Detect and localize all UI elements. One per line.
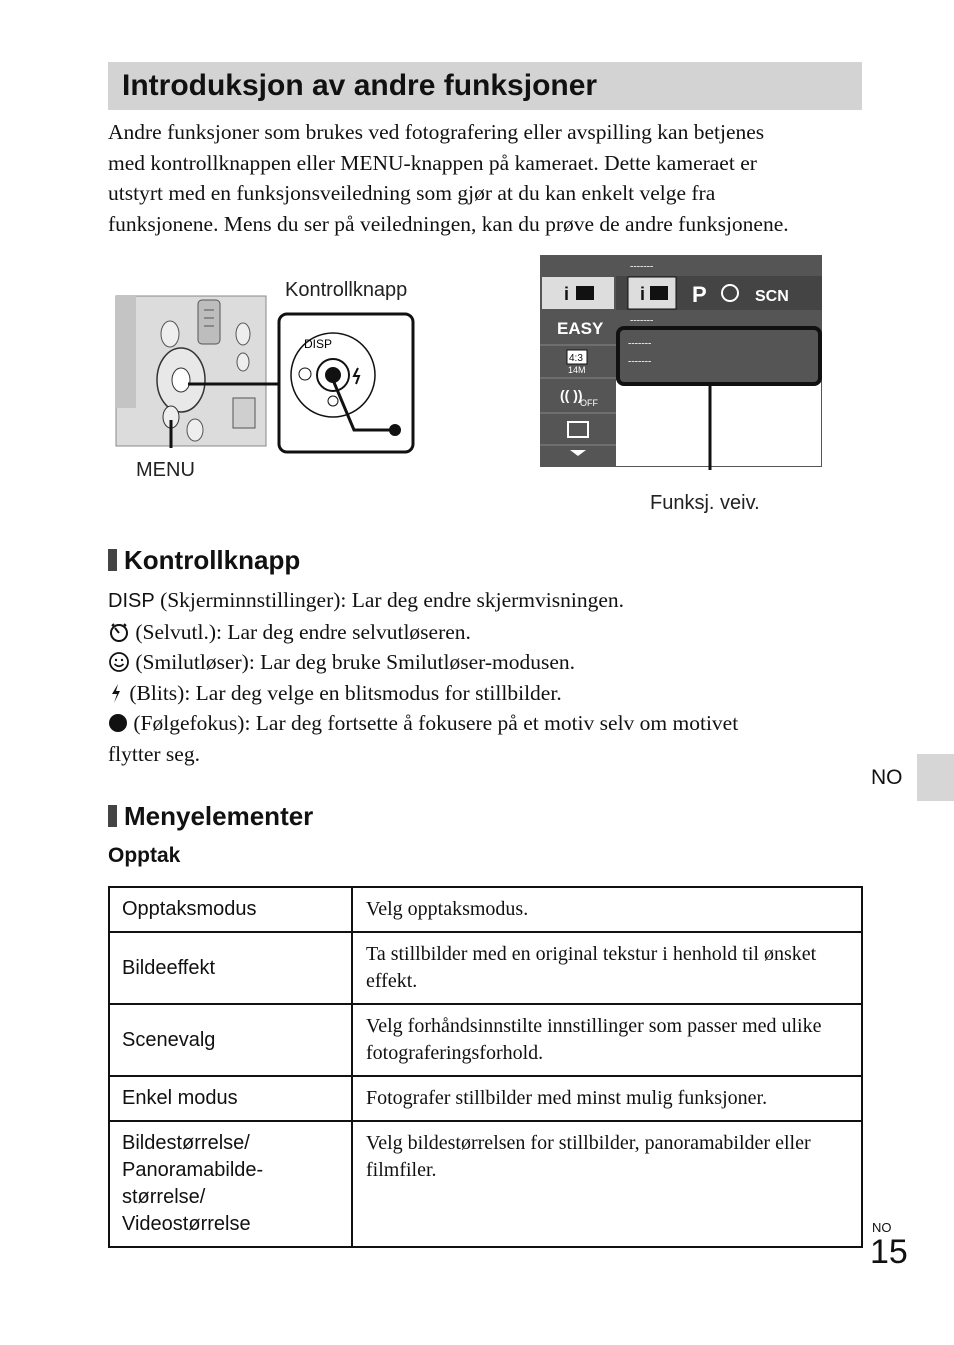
smile-text: (Smilutløser): Lar deg bruke Smilutløser-modusen.	[130, 650, 576, 674]
screen-off: OFF	[580, 398, 598, 408]
smile-shutter-icon	[108, 651, 130, 673]
screen-ratio: 4:3	[569, 353, 583, 364]
row-name: Bildeeffekt	[109, 932, 352, 1004]
screen-p: P	[692, 282, 707, 307]
table-row	[109, 932, 862, 1004]
disp-text: (Skjerminnstillinger): Lar deg endre skjermvisningen.	[154, 588, 624, 612]
table-row	[109, 887, 862, 932]
row-desc: Velg forhåndsinnstilte innstillinger som passer med ulike fotograferingsforhold.	[352, 1004, 862, 1076]
item-tracking	[108, 708, 868, 739]
intro-line: Andre funksjoner som brukes ved fotografering eller avspilling kan betjenes	[108, 120, 765, 144]
section-heading-text: Kontrollknapp	[124, 545, 301, 575]
side-tab-marker	[917, 754, 954, 801]
intro-line: med kontrollknappen eller MENU-knappen på kameraet. Dette kameraet er	[108, 150, 757, 175]
intro-paragraph	[108, 117, 868, 239]
svg-text:-------: -------	[628, 356, 652, 367]
row-desc: Fotografer stillbilder med minst mulig funksjoner.	[352, 1076, 862, 1121]
table-row	[109, 1004, 862, 1076]
dial-disp-label: DISP	[304, 337, 333, 351]
table-row	[109, 1121, 862, 1247]
row-name	[109, 1121, 352, 1247]
section-heading-text: Menyelementer	[124, 801, 314, 831]
control-descriptions	[108, 585, 868, 769]
intro-line: funksjonene. Mens du ser på veiledningen, kan du prøve de andre funksjonene.	[108, 211, 789, 236]
flash-icon	[108, 682, 124, 704]
row-name-line: Videostørrelse	[122, 1213, 251, 1235]
item-flash	[108, 678, 868, 709]
svg-text:(( )): (( ))	[560, 387, 583, 403]
row-name: Scenevalg	[109, 1004, 352, 1076]
item-disp	[108, 585, 868, 617]
disp-key: DISP	[108, 590, 155, 612]
row-desc: Ta stillbilder med en original tekstur i henhold til ønsket effekt.	[352, 932, 862, 1004]
heading-marker	[108, 805, 117, 827]
item-smile	[108, 647, 868, 678]
self-timer-text: (Selvutl.): Lar deg endre selvutløseren.	[130, 619, 471, 644]
svg-text:i: i	[564, 284, 570, 304]
section-heading-control	[108, 545, 300, 576]
screen-figure	[540, 255, 825, 470]
page-number: 15	[870, 1233, 908, 1271]
label-control: Kontrollknapp	[285, 279, 408, 301]
screen-scn: SCN	[755, 288, 789, 305]
side-tab-label: NO	[871, 766, 903, 789]
svg-text:-------: -------	[630, 315, 654, 326]
menu-items-table	[108, 886, 863, 1248]
row-desc: Velg bildestørrelsen for stillbilder, panoramabilder eller filmfiler.	[352, 1121, 862, 1247]
section-heading-menu	[108, 801, 313, 832]
flash-text: (Blits): Lar deg velge en blitsmodus for stillbilder.	[124, 680, 562, 705]
subheading-opptak: Opptak	[108, 844, 181, 867]
tracking-text-cont: flytter seg.	[108, 741, 200, 766]
table-row	[109, 1076, 862, 1121]
screen-easy: EASY	[557, 319, 604, 338]
row-name-line: Bildestørrelse/	[122, 1132, 250, 1154]
svg-text:i: i	[640, 284, 646, 304]
page-lang: NO	[872, 1220, 892, 1235]
self-timer-icon	[108, 621, 130, 643]
row-name: Enkel modus	[109, 1076, 352, 1121]
svg-text:-------: -------	[628, 338, 652, 349]
label-guide: Funksj. veiv.	[650, 492, 760, 514]
intro-line: utstyrt med en funksjonsveiledning som gjør at du kan enkelt velge fra	[108, 181, 716, 205]
row-desc: Velg opptaksmodus.	[352, 887, 862, 932]
row-name: Opptaksmodus	[109, 887, 352, 932]
svg-text:-------: -------	[630, 261, 654, 272]
label-menu: MENU	[136, 459, 195, 481]
row-name-line: Panoramabilde-	[122, 1159, 264, 1181]
tracking-focus-icon	[108, 712, 128, 734]
tracking-text: (Følgefokus): Lar deg fortsette å fokusere på et motiv selv om motivet	[128, 711, 739, 735]
page-title: Introduksjon av andre funksjoner	[122, 69, 598, 102]
item-self-timer	[108, 617, 868, 648]
screen-size: 14M	[568, 365, 586, 375]
row-name-line: størrelse/	[122, 1186, 206, 1208]
lcd-screen-illustration	[540, 255, 825, 470]
title-bar	[108, 62, 862, 110]
heading-marker	[108, 549, 117, 571]
